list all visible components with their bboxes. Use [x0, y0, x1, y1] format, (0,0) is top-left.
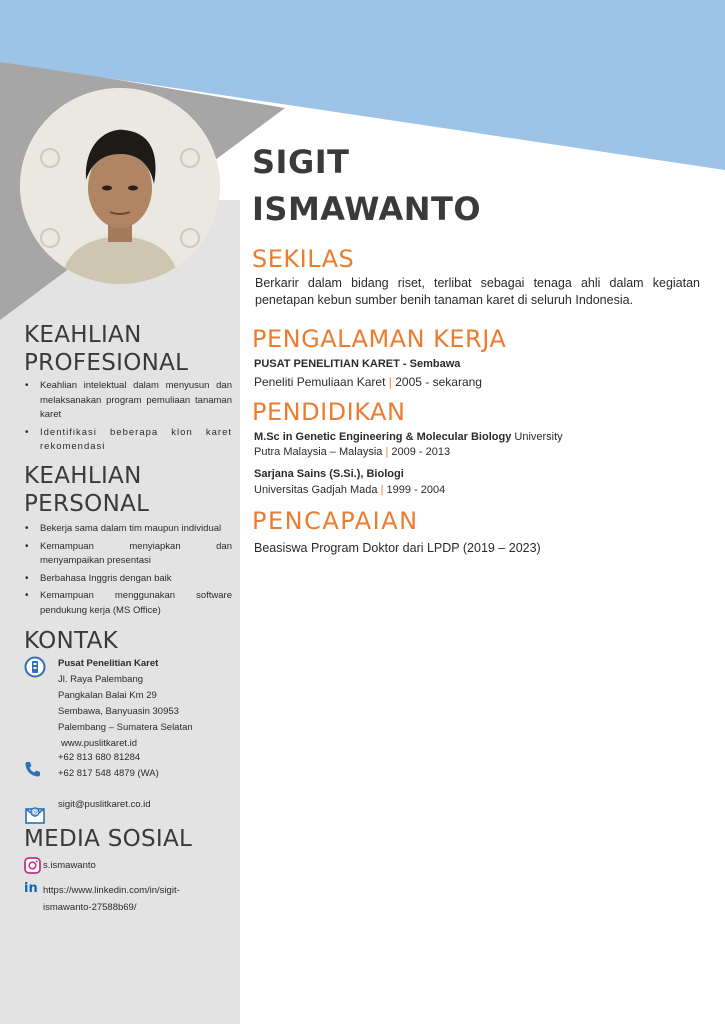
personal-list: [22, 522, 232, 621]
contact-address-line: Palembang – Sumatera Selatan: [58, 722, 193, 733]
contact-address-line: Jl. Raya Palembang: [58, 674, 144, 685]
personal-heading: [24, 462, 149, 518]
list-item: • Kemampuan menyiapkan dan menyampaikan presentasi: [22, 540, 232, 569]
pendidikan-heading: PENDIDIKAN: [252, 398, 406, 426]
profesional-heading: [24, 321, 188, 377]
education-univ: Putra Malaysia – Malaysia: [254, 446, 383, 458]
education-degree: M.Sc in Genetic Engineering & Molecular Biology: [254, 431, 512, 443]
contact-phones: [58, 750, 159, 782]
contact-org: Pusat Penelitian Karet: [58, 658, 159, 669]
linkedin-icon: in: [24, 881, 38, 896]
pengalaman-role-line: [254, 374, 482, 390]
linkedin-url[interactable]: [43, 882, 180, 916]
education-entry-line2: [254, 445, 450, 460]
separator: |: [388, 375, 392, 389]
personal-heading-line1: KEAHLIAN: [24, 463, 142, 489]
name-first: SIGIT: [252, 143, 350, 181]
sosial-heading: MEDIA SOSIAL: [24, 826, 193, 852]
education-entry-line2: [254, 483, 445, 498]
contact-address: [58, 656, 233, 752]
list-item: • Keahlian intelektual dalam menyusun dan melaksanakan program pemuliaan tanaman karet: [22, 379, 232, 423]
separator: |: [380, 484, 384, 496]
instagram-handle[interactable]: s.ismawanto: [43, 860, 96, 871]
education-period: 2009 - 2013: [391, 446, 451, 458]
pengalaman-period: 2005 - sekarang: [395, 375, 482, 389]
profesional-heading-line2: PROFESIONAL: [24, 350, 189, 376]
pencapaian-text: Beasiswa Program Doktor dari LPDP (2019 – 2023): [254, 541, 541, 555]
building-icon: [24, 656, 46, 678]
separator: |: [385, 446, 389, 458]
portrait-image: [20, 88, 220, 284]
kontak-heading: KONTAK: [24, 628, 119, 654]
contact-email[interactable]: sigit@puslitkaret.co.id: [58, 799, 151, 810]
contact-phone[interactable]: +62 817 548 4879 (WA): [58, 768, 159, 779]
sekilas-text: Berkarir dalam bidang riset, terlibat sebagai tenaga ahli dalam kegiatan penetapan kebun sumber benih tanaman karet di seluruh Indonesia.: [255, 276, 700, 307]
svg-text:@: @: [32, 809, 38, 817]
list-item: • Berbahasa Inggris dengan baik: [22, 572, 232, 587]
instagram-icon: [24, 857, 41, 874]
pengalaman-org: PUSAT PENELITIAN KARET - Sembawa: [254, 358, 461, 370]
education-period: 1999 - 2004: [386, 484, 446, 496]
pengalaman-heading: PENGALAMAN KERJA: [252, 325, 507, 353]
linkedin-url-line1[interactable]: https://www.linkedin.com/in/sigit-: [43, 885, 180, 896]
pengalaman-role: Peneliti Pemuliaan Karet: [254, 375, 386, 389]
email-icon: [24, 803, 46, 825]
linkedin-url-line2[interactable]: ismawanto-27588b69/: [43, 902, 137, 913]
profesional-heading-line1: KEAHLIAN: [24, 322, 142, 348]
list-item: • Kemampuan menggunakan software pendukung kerja (MS Office): [22, 589, 232, 618]
education-entry: [254, 430, 563, 445]
list-item: • Bekerja sama dalam tim maupun individual: [22, 522, 232, 537]
education-degree: Sarjana Sains (S.Si.), Biologi: [254, 468, 404, 480]
name-last: ISMAWANTO: [252, 190, 482, 228]
contact-phone[interactable]: +62 813 680 81284: [58, 752, 141, 763]
sekilas-heading: SEKILAS: [252, 245, 355, 273]
education-univ-a: University: [514, 431, 563, 443]
personal-heading-line2: PERSONAL: [24, 491, 150, 517]
profile-photo: [20, 88, 220, 284]
contact-website[interactable]: www.puslitkaret.id: [61, 738, 138, 749]
profesional-list: [22, 379, 232, 458]
phone-icon: [24, 760, 42, 778]
contact-address-line: Pangkalan Balai Km 29: [58, 690, 157, 701]
pencapaian-heading: PENCAPAIAN: [252, 507, 419, 535]
contact-address-line: Sembawa, Banyuasin 30953: [58, 706, 179, 717]
list-item: • Identifikasi beberapa klon karet rekomendasi: [22, 426, 232, 455]
education-univ: Universitas Gadjah Mada: [254, 484, 378, 496]
